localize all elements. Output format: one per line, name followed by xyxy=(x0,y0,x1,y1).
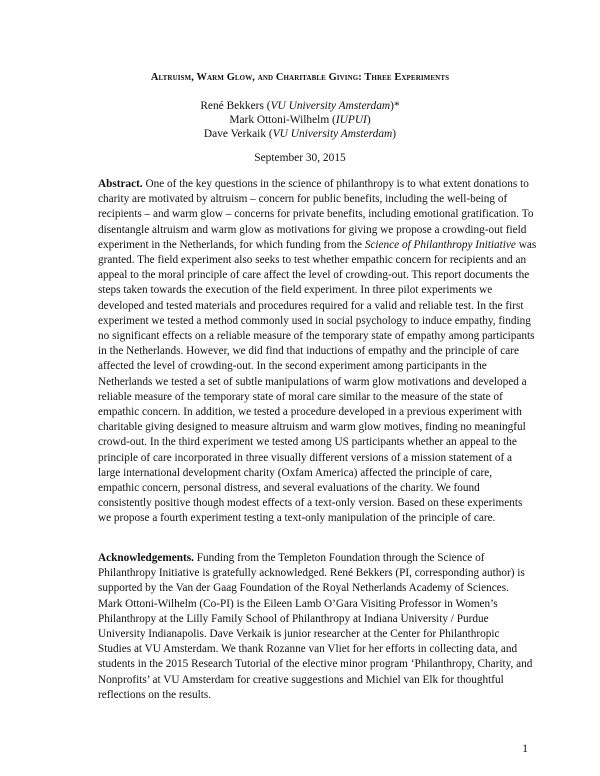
text-fragment: VU University Amsterdam xyxy=(272,128,393,140)
text-fragment: ltruism, xyxy=(158,72,194,83)
text-fragment: xperiments xyxy=(401,72,450,83)
author-line: René Bekkers (VU University Amsterdam)* xyxy=(200,100,400,112)
initiative-name: Science of Philanthropy Initiative xyxy=(364,238,516,251)
text-fragment: IUPUI xyxy=(335,114,367,126)
text-line: recipients – and warm glow – concerns for private benefits, including emotional gratification. To xyxy=(98,208,534,221)
text-line: charity are motivated by altruism – concern for public benefits, including the well-being of xyxy=(98,193,508,206)
text-line: empathic concern, personal distress, and several evaluations of the charity. We found xyxy=(98,482,480,495)
text-line: granted. The field experiment also seeks to test whether empathic concern for recipients and an xyxy=(98,254,527,267)
text-fragment: G xyxy=(328,72,337,83)
text-fragment: G xyxy=(226,72,235,83)
text-line: Netherlands we tested a set of subtle manipulations of warm glow motivations and developed a xyxy=(98,375,527,388)
text-fragment: was xyxy=(515,238,537,251)
text-line: reflections on the results. xyxy=(98,688,212,701)
text-line: consistently positive though modest effects of a text-only version. Based on these experiments xyxy=(98,497,523,510)
text-line: large international development charity (Oxfam America) affected the principle of care, xyxy=(98,466,493,479)
text-fragment: One of the key questions in the science of philanthropy is to what extent donations to xyxy=(142,178,529,190)
text-line: Mark Ottoni-Wilhelm (Co-PI) is the Eileen Lamb O’Gara Visiting Professor in Women’s xyxy=(98,597,498,610)
text-line: supported by the Van der Gaag Foundation of the Royal Netherlands Academy of Sciences. xyxy=(98,582,509,595)
acknowledgements-label: Acknowledgements. xyxy=(98,552,194,564)
author-line: Dave Verkaik (VU University Amsterdam) xyxy=(203,128,397,140)
page-number: 1 xyxy=(522,743,528,755)
author-list xyxy=(70,99,530,141)
text-fragment: E xyxy=(394,72,402,83)
text-fragment: VU University Amsterdam xyxy=(270,100,391,112)
text-line: charitable giving designed to measure altruism and warm glow motives, finding no meaningful xyxy=(98,421,526,434)
text-fragment: T xyxy=(364,72,372,83)
text-line: empathic concern. In addition, we tested a procedure developed in a previous experiment with xyxy=(98,406,522,419)
text-fragment: Dave Verkaik xyxy=(203,128,267,140)
text-line: principle of care incorporated in three visually different versions of a mission statement of a xyxy=(98,451,513,464)
text-line: experiment we tested a method commonly used in social psychology to induce empathy, finding xyxy=(98,314,531,327)
text-line: affected the level of crowding-out. In the second experiment among participants in the xyxy=(98,360,487,373)
text-line: Studies at VU Amsterdam. We thank Rozanne van Vliet for her efforts in collecting data, and xyxy=(98,643,518,656)
publication-date: September 30, 2015 xyxy=(254,152,346,164)
text-line: Philanthropy at the Lilly Family School of Philanthropy at Indiana University / Purdue xyxy=(98,612,489,625)
text-line xyxy=(98,551,508,566)
text-fragment: W xyxy=(196,72,207,83)
text-line: disentangle altruism and warm glow as motivations for giving we propose a crowding-out field xyxy=(98,223,527,236)
text-line: we propose a fourth experiment testing a text-only manipulation of the principle of care. xyxy=(98,512,496,525)
text-fragment: arm xyxy=(206,72,224,83)
text-line: Philanthropy Initiative is gratefully acknowledged. René Bekkers (PI, corresponding author) is xyxy=(98,567,525,580)
text-line: students in the 2015 Research Tutorial of the elective minor program ‘Philanthropy, Charity, and xyxy=(98,658,533,671)
text-fragment: Mark Ottoni-Wilhelm xyxy=(229,114,330,126)
text-fragment: experiment in the Netherlands, for which funding from the xyxy=(98,238,365,251)
text-fragment: low, xyxy=(234,72,256,83)
acknowledgements-paragraph xyxy=(98,551,533,703)
text-fragment: A xyxy=(150,72,159,83)
text-line: University Indianapolis. Dave Verkaik is junior researcher at the Center for Philanthropic xyxy=(98,628,500,641)
text-line: developed and tested materials and procedures required for a valid and reliable test. In the first xyxy=(98,299,524,312)
text-line: appeal to the moral principle of care affect the level of crowding-out. This report documents the xyxy=(98,269,530,282)
text-fragment: Funding from the Templeton Foundation through the Science of xyxy=(193,552,485,564)
text-line: Nonprofits’ at VU Amsterdam for creative suggestions and Michiel van Elk for thoughtful xyxy=(98,673,504,686)
text-fragment: * xyxy=(393,100,400,112)
text-line: in the Netherlands. However, we did find that inductions of empathy and the principle of care xyxy=(98,345,519,358)
text-line: reliable measure of the temporary state of moral care similar to the measure of the state of xyxy=(98,390,503,403)
text-fragment: iving: xyxy=(336,72,362,83)
abstract-paragraph xyxy=(98,177,537,527)
author-line: Mark Ottoni-Wilhelm (IUPUI) xyxy=(229,114,371,126)
text-fragment: hree xyxy=(371,72,392,83)
text-fragment: haritable xyxy=(283,72,326,83)
paper-title xyxy=(70,72,530,84)
text-line: crowd-out. In the third experiment we tested among US participants whether an appeal to the xyxy=(98,436,517,449)
text-fragment: and xyxy=(257,72,274,83)
abstract-label: Abstract. xyxy=(98,178,143,190)
text-fragment: René Bekkers xyxy=(200,100,264,112)
text-line: steps taken towards the execution of the field experiment. In three pilot experiments we xyxy=(98,284,493,297)
text-fragment: C xyxy=(275,72,284,83)
text-line: no significant effects on a reliable measure of the temporary state of empathy among participants xyxy=(98,330,535,343)
text-line xyxy=(98,177,529,192)
text-line xyxy=(98,238,537,253)
